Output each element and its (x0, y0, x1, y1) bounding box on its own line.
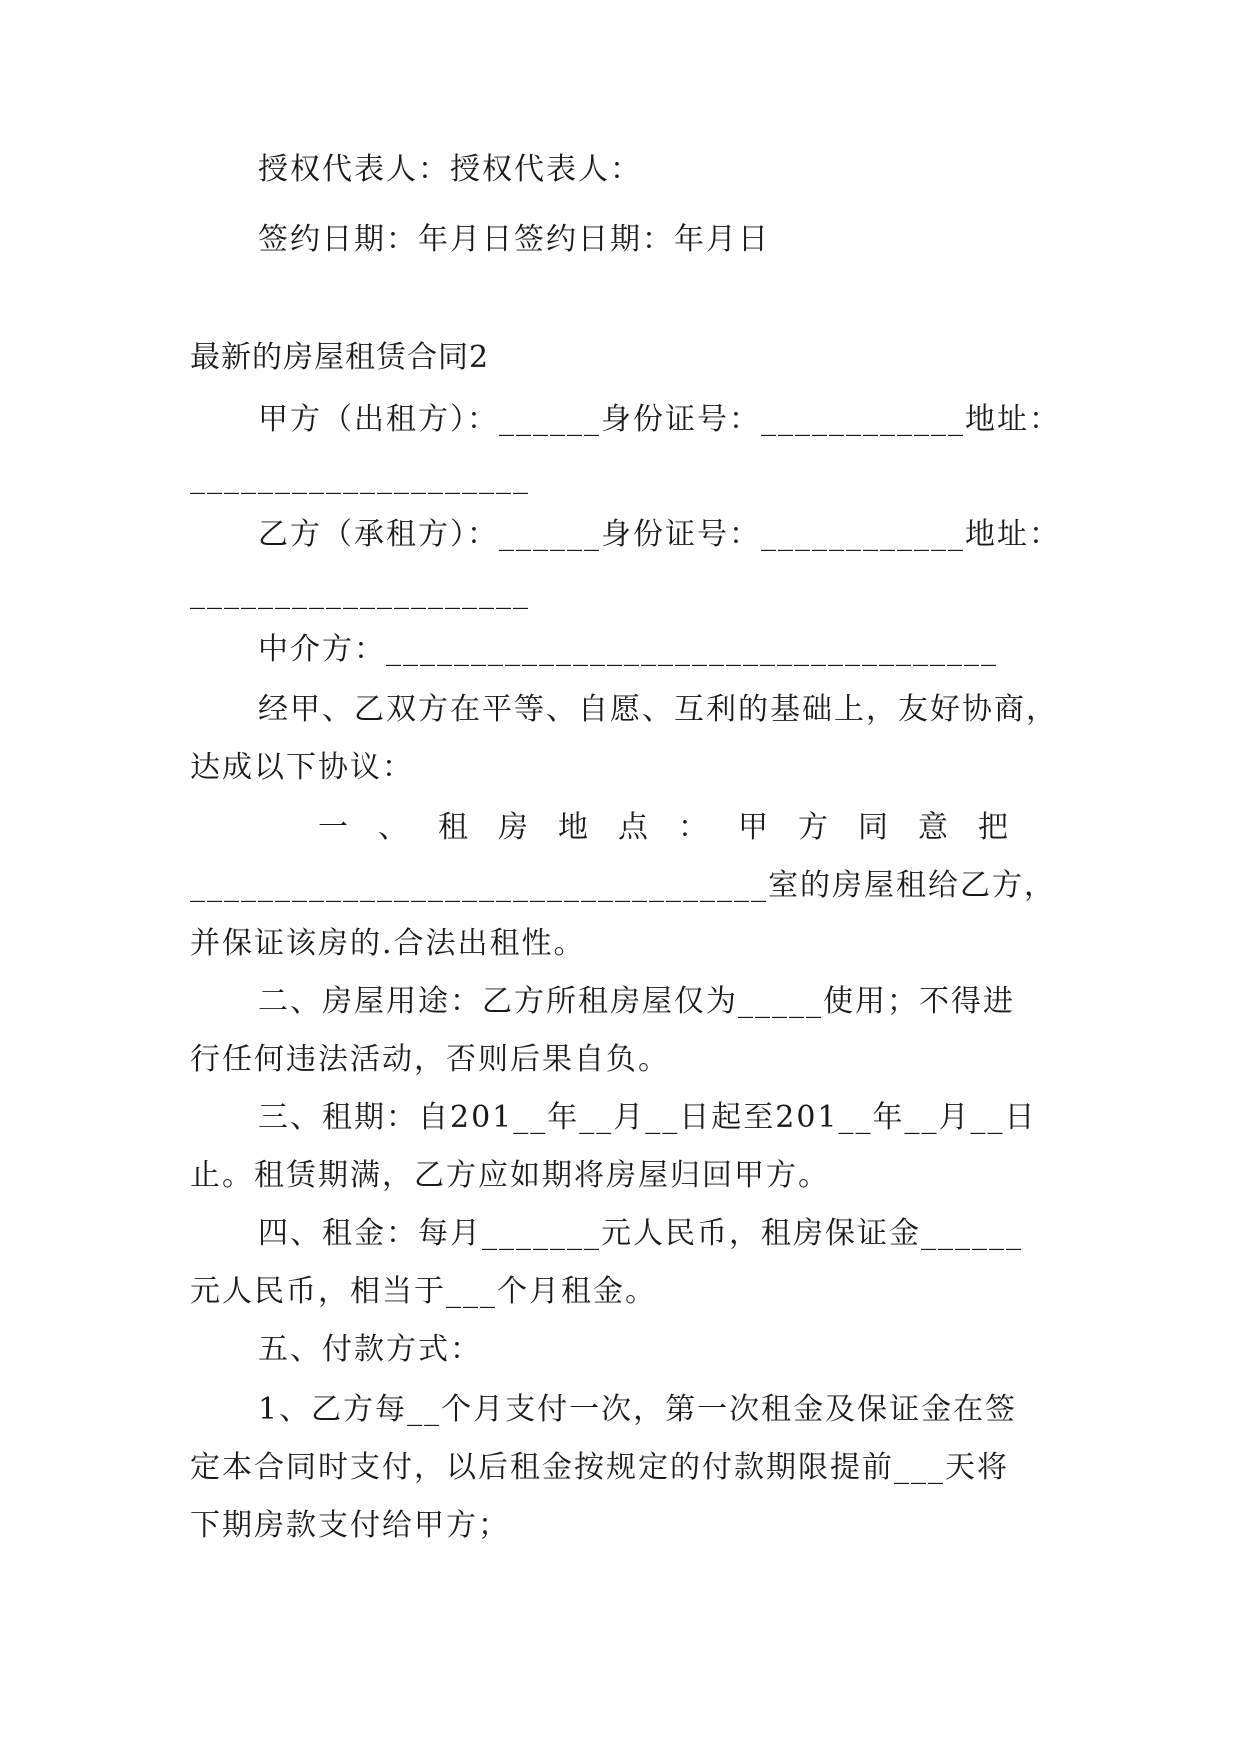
article-5-item-1-line-3: 下期房款支付给甲方； (190, 1508, 510, 1543)
party-b-address-blank: ____________________ (190, 575, 530, 610)
article-3-line-2: 止。租赁期满，乙方应如期将房屋归回甲方。 (190, 1158, 830, 1193)
article-1-line-2: __________________________________室的房屋租给乙方， (190, 868, 1056, 903)
article-1-line-3: 并保证该房的.合法出租性。 (190, 926, 586, 961)
contract-title: 最新的房屋租赁合同2 (190, 340, 490, 375)
article-2-line-2: 行任何违法活动，否则后果自负。 (190, 1042, 670, 1077)
article-5-heading: 五、付款方式： (258, 1332, 482, 1367)
party-a-line: 甲方（出租方）：______身份证号：____________地址： (258, 402, 1061, 437)
intro-line-1: 经甲、乙双方在平等、自愿、互利的基础上，友好协商， (258, 692, 1058, 727)
signing-date-line: 签约日期：年月日签约日期：年月日 (258, 222, 770, 257)
authorized-representative-line: 授权代表人：授权代表人： (258, 152, 642, 187)
article-1-line-1: 一、租房地点：甲方同意把 (318, 810, 1038, 845)
article-4-line-2: 元人民币，相当于___个月租金。 (190, 1274, 657, 1309)
intro-line-2: 达成以下协议： (190, 750, 414, 785)
article-3-line-1: 三、租期：自201__年__月__日起至201__年__月__日 (258, 1100, 1037, 1135)
article-4-line-1: 四、租金：每月_______元人民币，租房保证金______ (258, 1216, 1023, 1251)
party-b-line: 乙方（承租方）：______身份证号：____________地址： (258, 517, 1061, 552)
article-5-item-1-line-2: 定本合同时支付，以后租金按规定的付款期限提前___天将 (190, 1450, 1009, 1485)
agent-line: 中介方：____________________________________ (258, 632, 998, 667)
party-a-address-blank: ____________________ (190, 460, 530, 495)
article-5-item-1-line-1: 1、乙方每__个月支付一次，第一次租金及保证金在签 (258, 1392, 1018, 1427)
article-2-line-1: 二、房屋用途：乙方所租房屋仅为_____使用；不得进 (258, 984, 1015, 1019)
